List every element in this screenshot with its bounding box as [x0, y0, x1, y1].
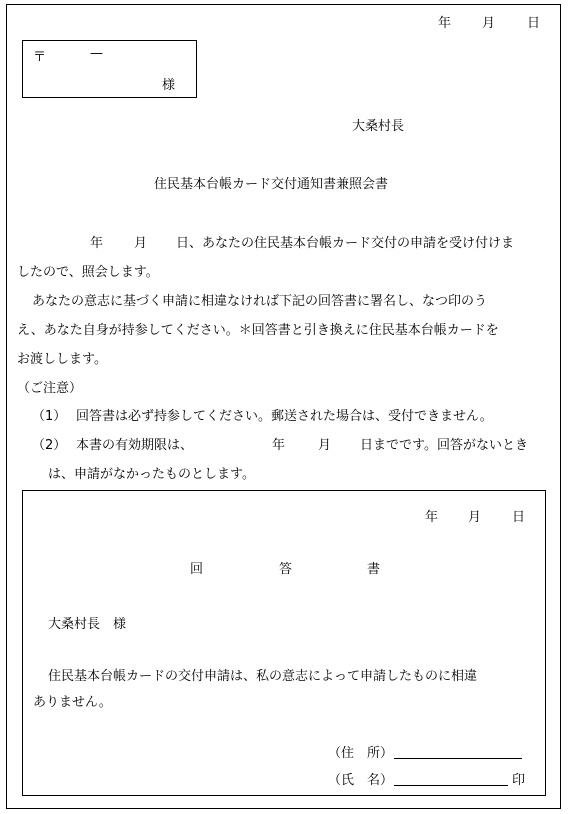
body-line1-month: 月: [134, 236, 148, 251]
header-date-year: 年: [438, 16, 452, 31]
body-line1-year: 年: [90, 236, 104, 251]
name-line: [394, 785, 508, 786]
notes-heading: （ご注意）: [17, 381, 83, 396]
note2-number: （2）: [32, 438, 67, 453]
reply-title-char-1: 回: [190, 562, 204, 577]
body-line3: あなたの意志に基づく申請に相違なければ下記の回答書に署名し、なつ印のう: [32, 294, 488, 309]
address-honorific: 様: [162, 78, 176, 93]
postal-dash: —: [90, 46, 103, 61]
note2-year: 年: [272, 438, 286, 453]
postal-mark: 〒: [33, 50, 47, 65]
reply-statement-line2: ありません。: [33, 695, 112, 710]
body-line5: お渡しします。: [17, 352, 107, 367]
body-line2: したので、照会します。: [17, 265, 159, 280]
body-line4: え、あなた自身が持参してください。＊回答書と引き換えに住民基本台帳カードを: [17, 323, 499, 338]
seal-mark: 印: [512, 773, 526, 788]
header-date-month: 月: [482, 16, 496, 31]
reply-date-month: 月: [468, 510, 482, 525]
name-label: （氏 名）: [328, 773, 394, 788]
header-date-day: 日: [527, 16, 541, 31]
sender: 大桑村長: [352, 119, 405, 134]
address-label: （住 所）: [328, 746, 394, 761]
note1-number: （1）: [32, 409, 67, 424]
note1-text: 回答書は必ず持参してください。郵送された場合は、受付できません。: [76, 409, 493, 424]
body-line1-rest: 日、あなたの住民基本台帳カード交付の申請を受け付けま: [176, 236, 515, 251]
document-title: 住民基本台帳カード交付通知書兼照会書: [154, 177, 389, 192]
reply-date-year: 年: [425, 510, 439, 525]
note2-text-c: は、申請がなかったものとします。: [48, 467, 255, 482]
note2-text-a: 本書の有効期限は、: [76, 438, 194, 453]
note2-text-b: 日までです。回答がないとき: [360, 438, 528, 453]
reply-addressee: 大桑村長 様: [48, 617, 127, 632]
reply-title-char-3: 書: [367, 562, 381, 577]
reply-date-day: 日: [512, 510, 526, 525]
reply-title-char-2: 答: [279, 562, 293, 577]
address-line: [394, 758, 522, 759]
reply-statement-line1: 住民基本台帳カードの交付申請は、私の意志によって申請したものに相違: [48, 669, 478, 684]
reply-form-box: [22, 490, 546, 796]
note2-month: 月: [318, 438, 332, 453]
